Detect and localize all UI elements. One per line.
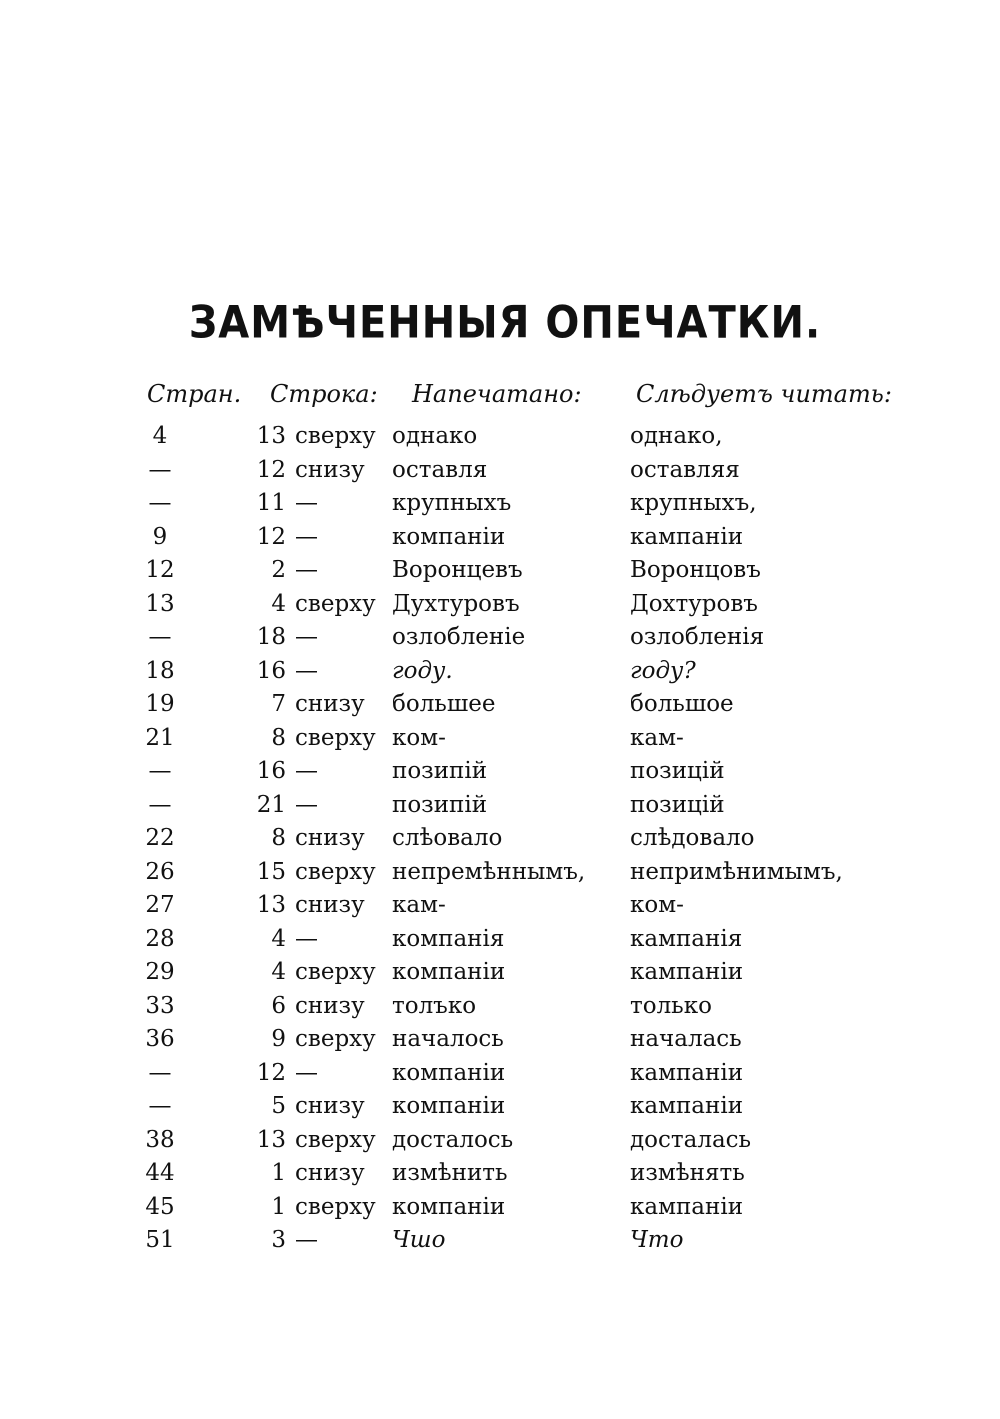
printed-cell: крупныхъ: [392, 490, 512, 516]
line-cell: 1: [271, 1160, 286, 1186]
read-cell: началась: [630, 1026, 742, 1052]
errata-row: [0, 554, 1000, 588]
printed-cell: ком-: [392, 724, 446, 751]
printed-cell: началось: [392, 1026, 504, 1052]
page-cell: 22: [145, 825, 175, 851]
read-cell: оставляя: [630, 456, 740, 483]
page-cell: 4: [152, 423, 168, 449]
direction-cell: сверху: [295, 590, 376, 617]
errata-row: [0, 1057, 1000, 1091]
direction-cell: снизу: [295, 1160, 365, 1186]
printed-cell: измѣнить: [392, 1160, 508, 1186]
errata-row: [0, 923, 1000, 957]
page-cell: 51: [145, 1227, 175, 1253]
printed-cell: году.: [392, 657, 453, 684]
errata-row: [0, 856, 1000, 890]
line-cell: 21: [256, 791, 286, 818]
page-cell: 13: [145, 590, 175, 617]
page-cell: 45: [145, 1193, 175, 1220]
line-cell: 4: [271, 590, 286, 617]
direction-cell: —: [295, 523, 318, 550]
read-cell: кампаніи: [630, 1059, 744, 1086]
direction-cell: —: [295, 1227, 318, 1253]
printed-cell: компаніи: [392, 1093, 506, 1119]
page-cell: 36: [145, 1026, 175, 1052]
line-cell: 15: [256, 858, 286, 885]
errata-row: [0, 1191, 1000, 1225]
page-cell: 19: [145, 691, 175, 717]
read-cell: озлобленія: [630, 624, 765, 650]
line-cell: 5: [271, 1093, 286, 1119]
errata-row: [0, 655, 1000, 689]
line-cell: 13: [256, 1126, 286, 1153]
direction-cell: сверху: [295, 858, 376, 885]
errata-row: [0, 420, 1000, 454]
line-cell: 8: [271, 724, 286, 751]
errata-row: [0, 1023, 1000, 1057]
page-title: ЗАМѢЧЕННЫЯ ОПЕЧАТКИ.: [188, 297, 822, 349]
read-cell: позицій: [630, 791, 725, 818]
line-cell: 13: [256, 892, 286, 918]
errata-row: [0, 722, 1000, 756]
read-cell: однако,: [630, 423, 723, 449]
header-printed: Напечатано:: [412, 380, 582, 408]
direction-cell: сверху: [295, 1126, 376, 1153]
page-cell: —: [148, 1059, 172, 1086]
direction-cell: сверху: [295, 1193, 376, 1220]
page-cell: 18: [145, 657, 175, 684]
errata-row: [0, 1224, 1000, 1258]
read-cell: только: [630, 992, 712, 1019]
printed-cell: позипій: [392, 791, 488, 818]
errata-row: [0, 521, 1000, 555]
printed-cell: озлобленіе: [392, 624, 526, 650]
line-cell: 2: [271, 557, 286, 583]
read-cell: измѣнять: [630, 1160, 745, 1186]
read-cell: слѣдовало: [630, 825, 755, 851]
direction-cell: —: [295, 1059, 318, 1086]
errata-row: [0, 588, 1000, 622]
errata-row: [0, 454, 1000, 488]
direction-cell: сверху: [295, 1026, 376, 1052]
errata-row: [0, 956, 1000, 990]
printed-cell: однако: [392, 423, 478, 449]
page-cell: 28: [145, 925, 175, 952]
errata-row: [0, 688, 1000, 722]
printed-cell: Чшо: [392, 1227, 446, 1253]
errata-row: [0, 621, 1000, 655]
printed-cell: компаніи: [392, 1193, 506, 1220]
read-cell: Что: [630, 1227, 684, 1253]
direction-cell: сверху: [295, 423, 376, 449]
read-cell: непримѣнимымъ,: [630, 858, 843, 885]
direction-cell: —: [295, 791, 318, 818]
column-headers: [0, 380, 1000, 420]
read-cell: позицій: [630, 758, 725, 784]
errata-row: [0, 755, 1000, 789]
direction-cell: —: [295, 758, 318, 784]
page-cell: 21: [145, 724, 175, 751]
line-cell: 16: [256, 758, 286, 784]
page-cell: 33: [145, 992, 175, 1019]
errata-row: [0, 1090, 1000, 1124]
direction-cell: снизу: [295, 691, 365, 717]
page-cell: —: [148, 758, 172, 784]
read-cell: году?: [630, 657, 696, 684]
errata-row: [0, 990, 1000, 1024]
read-cell: кампаніи: [630, 1193, 744, 1220]
line-cell: 4: [271, 959, 286, 985]
printed-cell: толъко: [392, 992, 477, 1019]
printed-cell: Воронцевъ: [392, 557, 523, 583]
read-cell: Воронцовъ: [630, 557, 761, 583]
page-cell: 26: [145, 858, 175, 885]
page-cell: 29: [145, 959, 175, 985]
page-cell: —: [148, 1093, 172, 1119]
read-cell: кам-: [630, 724, 684, 751]
errata-row: [0, 822, 1000, 856]
line-cell: 3: [271, 1227, 286, 1253]
page-cell: 27: [145, 892, 175, 918]
line-cell: 12: [256, 523, 286, 550]
printed-cell: компаніи: [392, 523, 506, 550]
read-cell: кампаніи: [630, 959, 744, 985]
line-cell: 13: [256, 423, 286, 449]
read-cell: большое: [630, 691, 734, 717]
page-cell: 38: [145, 1126, 175, 1153]
line-cell: 12: [256, 456, 286, 483]
errata-row: [0, 1124, 1000, 1158]
read-cell: кампаніи: [630, 523, 744, 550]
page-cell: 44: [145, 1160, 175, 1186]
read-cell: кампаніи: [630, 1093, 744, 1119]
header-line: Строка:: [270, 380, 378, 408]
direction-cell: —: [295, 925, 318, 952]
page-cell: 12: [145, 557, 175, 583]
errata-row: [0, 889, 1000, 923]
read-cell: досталась: [630, 1126, 752, 1153]
read-cell: кампанія: [630, 925, 743, 952]
line-cell: 12: [256, 1059, 286, 1086]
line-cell: 1: [271, 1193, 286, 1220]
errata-row: [0, 789, 1000, 823]
header-read: Слѣдуетъ читать:: [636, 380, 892, 408]
direction-cell: сверху: [295, 959, 376, 985]
printed-cell: кам-: [392, 892, 446, 918]
page-cell: 9: [152, 523, 168, 550]
direction-cell: —: [295, 657, 318, 684]
printed-cell: компаніи: [392, 1059, 506, 1086]
printed-cell: досталось: [392, 1126, 514, 1153]
direction-cell: снизу: [295, 1093, 365, 1119]
page-cell: —: [148, 624, 172, 650]
direction-cell: снизу: [295, 825, 365, 851]
printed-cell: непремѣннымъ,: [392, 858, 586, 885]
line-cell: 6: [271, 992, 286, 1019]
line-cell: 7: [271, 691, 286, 717]
header-page: Стран.: [147, 380, 242, 408]
errata-table: [0, 420, 1000, 1258]
line-cell: 9: [271, 1026, 286, 1052]
printed-cell: компаніи: [392, 959, 506, 985]
read-cell: ком-: [630, 892, 684, 918]
read-cell: крупныхъ,: [630, 490, 757, 516]
line-cell: 18: [256, 624, 286, 650]
line-cell: 4: [271, 925, 286, 952]
line-cell: 8: [271, 825, 286, 851]
printed-cell: позипій: [392, 758, 488, 784]
printed-cell: оставля: [392, 456, 488, 483]
printed-cell: компанія: [392, 925, 505, 952]
line-cell: 16: [256, 657, 286, 684]
page-cell: —: [148, 456, 172, 483]
page-cell: —: [148, 791, 172, 818]
printed-cell: Духтуровъ: [392, 590, 520, 617]
direction-cell: снизу: [295, 456, 365, 483]
direction-cell: —: [295, 624, 318, 650]
errata-row: [0, 1157, 1000, 1191]
line-cell: 11: [256, 490, 286, 516]
direction-cell: снизу: [295, 892, 365, 918]
errata-row: [0, 487, 1000, 521]
printed-cell: слѣовало: [392, 825, 503, 851]
page-cell: —: [148, 490, 172, 516]
direction-cell: —: [295, 557, 318, 583]
printed-cell: большее: [392, 691, 496, 717]
direction-cell: снизу: [295, 992, 365, 1019]
direction-cell: сверху: [295, 724, 376, 751]
read-cell: Дохтуровъ: [630, 590, 758, 617]
direction-cell: —: [295, 490, 318, 516]
